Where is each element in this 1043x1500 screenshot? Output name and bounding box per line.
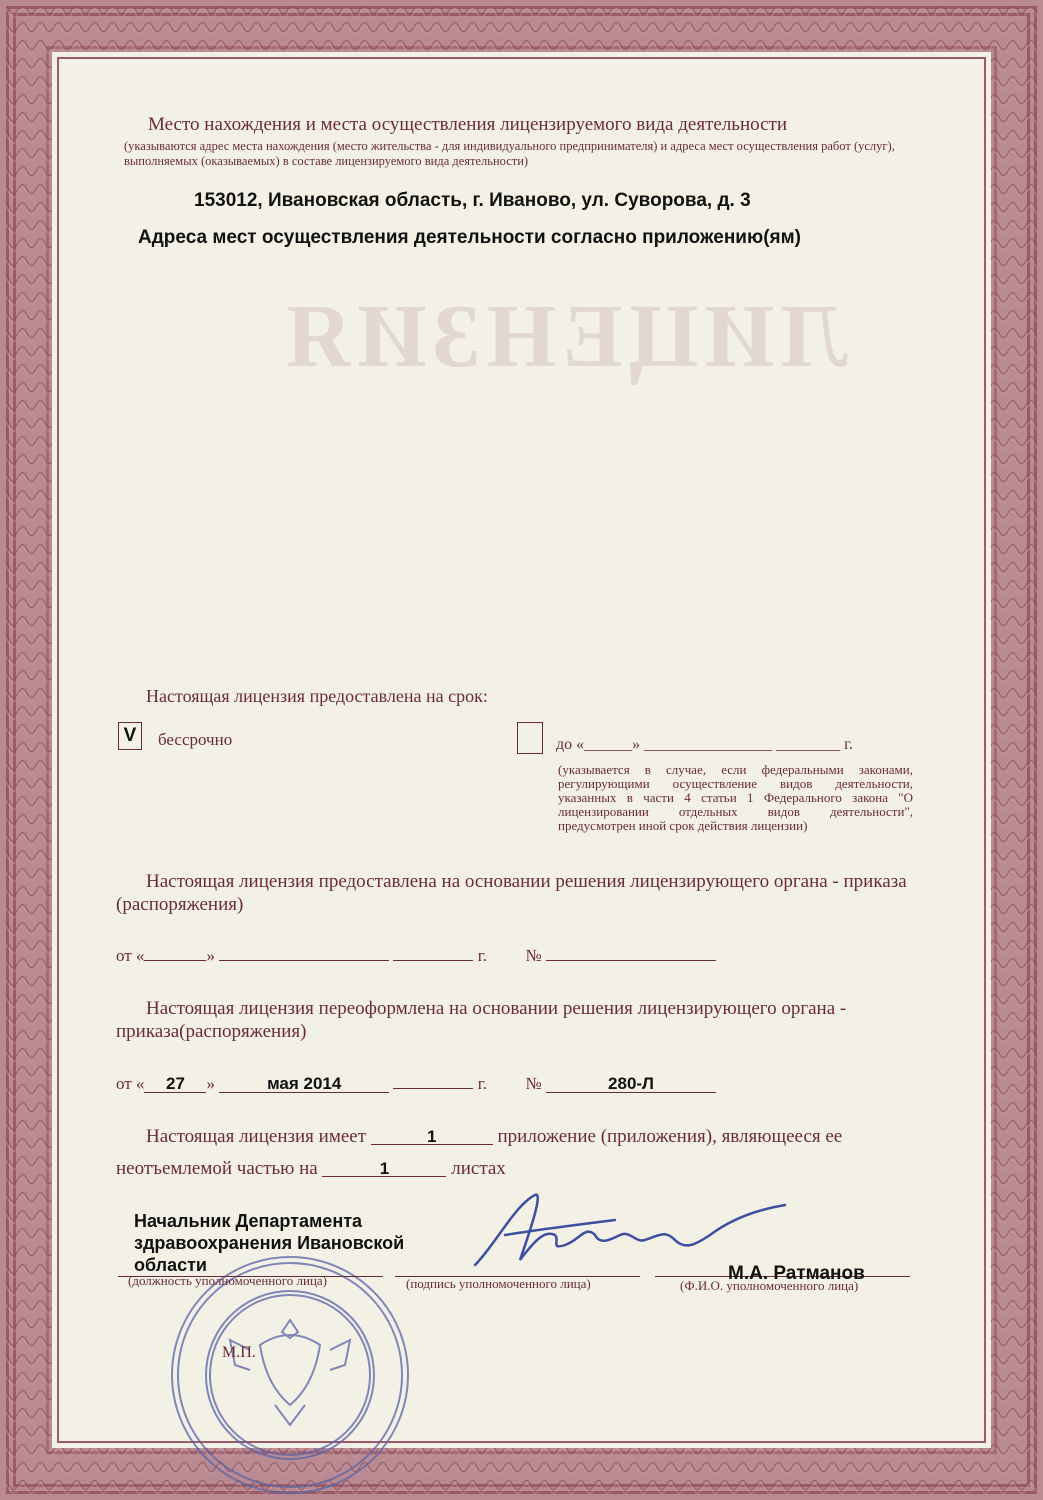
position-caption: (должность уполномоченного лица) <box>128 1273 328 1288</box>
location-note: (указываются адрес места нахождения (место жительства - для индивидуального предпринимателя) и адреса мест осуществления работ (услуг), выполняемых (оказываемых) в составе лицензируемого вида деятельности) <box>124 139 895 168</box>
appendix-sheets-value: 1 <box>379 1159 390 1178</box>
signatory-position: Начальник Департамента здравоохранения Ивановской области <box>134 1211 405 1275</box>
until-checkbox <box>517 722 543 754</box>
name-caption: (Ф.И.О. уполномоченного лица) <box>680 1278 859 1293</box>
address-appendix-line: Адреса мест осуществления деятельности согласно приложению(ям) <box>138 227 801 248</box>
basis-heading: Настоящая лицензия предоставлена на основании решения лицензирующего органа - приказа (распоряжения) <box>116 871 907 915</box>
basis-date-row <box>116 942 716 966</box>
basis-year-label: г. <box>477 946 488 965</box>
basis-from-label: от « <box>116 946 145 965</box>
reissue-day-value: 27 <box>166 1074 185 1093</box>
reissue-month-year-value: мая 2014 <box>267 1074 342 1093</box>
signatory-name: М.А. Ратманов <box>728 1263 865 1284</box>
location-title: Место нахождения и места осуществления лицензируемого вида деятельности <box>148 114 788 135</box>
unlimited-label: бессрочно <box>158 730 233 749</box>
reissue-close-quote: » <box>206 1074 215 1093</box>
address-line: 153012, Ивановская область, г. Иваново, ул. Суворова, д. 3 <box>194 190 751 211</box>
term-heading: Настоящая лицензия предоставлена на срок: <box>146 686 488 706</box>
basis-close-quote: » <box>206 946 215 965</box>
appendix-count-value: 1 <box>427 1127 437 1146</box>
reissue-year-label: г. <box>477 1074 488 1093</box>
reissue-heading: Настоящая лицензия переоформлена на основании решения лицензирующего органа - приказа(распоряжения) <box>116 998 847 1042</box>
appendix-text-4: листах <box>451 1158 506 1179</box>
appendix-text-3: неотъемлемой частью на <box>116 1158 318 1179</box>
signature-caption: (подпись уполномоченного лица) <box>406 1276 591 1291</box>
reissue-number-value: 280-Л <box>608 1074 654 1093</box>
until-label: до «______» ________________ ________ г. <box>556 736 853 753</box>
stamp-place-label: М.П. <box>222 1344 256 1361</box>
until-note: (указывается в случае, если федеральными законами, регулирующими осуществление видов деятельности, указанных в части 4 статьи 1 Федерального закона "О лицензировании отдельных видов деятельности", предусмотрен иной срок действия лицензии) <box>558 762 913 833</box>
reissue-date-row <box>116 1070 716 1094</box>
reissue-number-label: № <box>525 1074 542 1093</box>
unlimited-checkbox: V <box>118 722 142 750</box>
reissue-from-label: от « <box>116 1074 145 1093</box>
appendix-line-1 <box>146 1126 842 1148</box>
appendix-line-2 <box>116 1158 506 1180</box>
basis-number-label: № <box>525 946 542 965</box>
show-through-ghost: ЛИЦЕНЗИЯ <box>280 287 848 386</box>
handwritten-signature <box>465 1185 805 1275</box>
appendix-text-2: приложение (приложения), являющееся ее <box>497 1126 843 1147</box>
appendix-text-1: Настоящая лицензия имеет <box>146 1126 367 1147</box>
